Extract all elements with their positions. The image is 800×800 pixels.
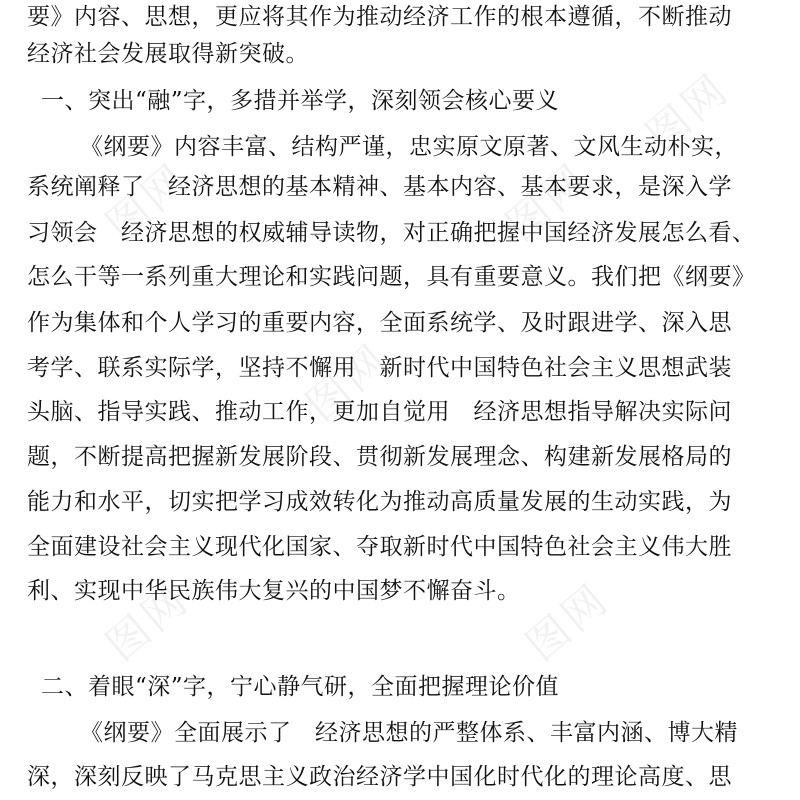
watermark: 图网 xyxy=(636,63,739,161)
paragraph-line: 系统阐释了 经济思想的基本精神、基本内容、基本要求，是深入学 xyxy=(27,174,732,200)
paragraph-line: 考学、联系实际学，坚持不懈用 新时代中国特色社会主义思想武装 xyxy=(27,355,732,381)
paragraph-line: 利、实现中华民族伟大复兴的中国梦不懈奋斗。 xyxy=(27,578,521,604)
paragraph-line: 作为集体和个人学习的重要内容，全面系统学、及时跟进学、深入思 xyxy=(27,310,732,336)
paragraph-line: 习领会 经济思想的权威辅导读物，对正确把握中国经济发展怎么看、 xyxy=(27,220,756,246)
section-heading: 二、着眼“深”字，宁心静气研，全面把握理论价值 xyxy=(41,674,560,700)
paragraph-line: 经济社会发展取得新突破。 xyxy=(27,41,309,67)
watermark: 图网 xyxy=(496,153,599,251)
paragraph-line: 全面建设社会主义现代化国家、夺取新时代中国特色社会主义伟大胜 xyxy=(27,534,732,560)
paragraph-line: 头脑、指导实践、推动工作，更加自觉用 经济思想指导解决实际问 xyxy=(27,399,732,425)
watermark: 图网 xyxy=(516,573,619,671)
watermark: 图网 xyxy=(96,153,199,251)
watermark: 图网 xyxy=(296,333,399,431)
paragraph-line: 题，不断提高把握新发展阶段、贯彻新发展理念、构建新发展格局的 xyxy=(27,444,732,470)
paragraph-line: 《纲要》内容丰富、结构严谨，忠实原文原著、文风生动朴实， xyxy=(80,134,738,160)
paragraph-line: 要》内容、思想，更应将其作为推动经济工作的根本遵循，不断推动 xyxy=(27,4,732,30)
section-heading: 一、突出“融”字，多措并举学，深刻领会核心要义 xyxy=(41,88,560,114)
watermark: 图网 xyxy=(96,573,199,671)
paragraph-line: 《纲要》全面展示了 经济思想的严整体系、丰富内涵、博大精 xyxy=(80,720,738,746)
paragraph-line: 深，深刻反映了马克思主义政治经济学中国化时代化的理论高度、思 xyxy=(27,764,732,790)
paragraph-line: 能力和水平，切实把学习成效转化为推动高质量发展的生动实践，为 xyxy=(27,489,732,515)
paragraph-line: 怎么干等一系列重大理论和实践问题，具有重要意义。我们把《纲要》 xyxy=(27,264,756,290)
